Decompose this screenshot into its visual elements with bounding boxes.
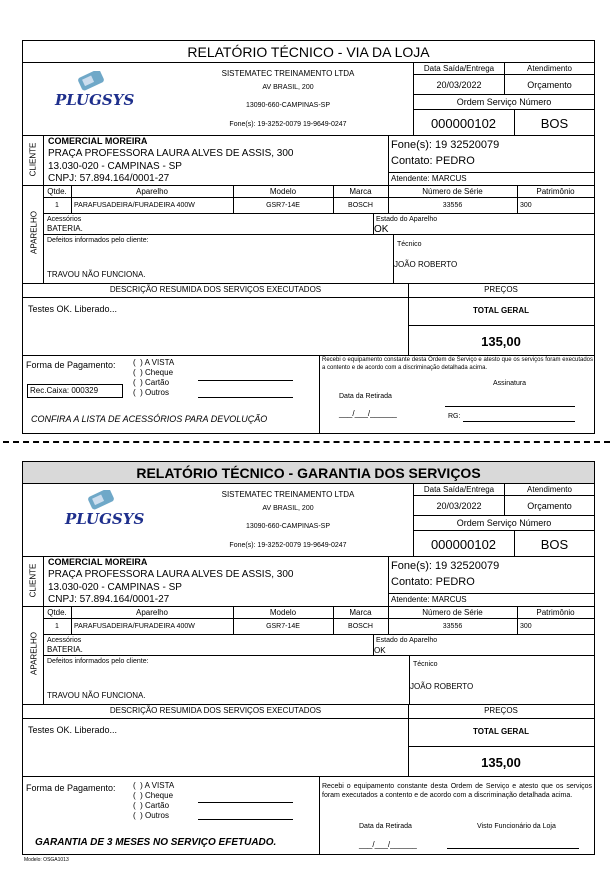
date-label: Data Saída/Entrega [423, 485, 495, 494]
header-serial: Número de Série [422, 608, 483, 617]
accessories-label: Acessórios [47, 216, 82, 223]
date-blank: ___/___/______ [339, 409, 397, 418]
row-device: PARAFUSADEIRA/FURADEIRA 400W [74, 202, 195, 209]
client-address: PRAÇA PROFESSORA LAURA ALVES DE ASSIS, 300 [48, 148, 294, 159]
services-label: DESCRIÇÃO RESUMIDA DOS SERVIÇOS EXECUTADOS [109, 706, 322, 715]
tech-label: Técnico [413, 661, 438, 668]
client-contact: Contato: PEDRO [391, 576, 475, 588]
row-qty: 1 [55, 202, 59, 209]
header-brand: Marca [349, 187, 372, 196]
client-city: 13.030-020 - CAMPINAS - SP [48, 582, 182, 593]
header-model: Modelo [269, 187, 297, 196]
cut-line [3, 441, 610, 443]
prices-label: PREÇOS [484, 285, 518, 294]
total-value: 135,00 [481, 755, 521, 770]
date-value: 20/03/2022 [436, 80, 482, 90]
os-label: Ordem Serviço Número [456, 97, 552, 107]
withdraw-label: Data da Retirada [339, 393, 392, 400]
header-device: Aparelho [135, 187, 169, 196]
os-code: BOS [540, 537, 569, 552]
payment-option-card[interactable]: ( ) Cartão [133, 378, 170, 387]
client-city: 13.030-020 - CAMPINAS - SP [48, 161, 182, 172]
defects-value: TRAVOU NÃO FUNCIONA. [47, 270, 146, 279]
payment-option-check[interactable]: ( ) Cheque [133, 791, 174, 800]
row-asset: 300 [520, 623, 532, 630]
client-cnpj: CNPJ: 57.894.164/0001-27 [48, 173, 170, 184]
company-name: SISTEMATEC TREINAMENTO LTDA [221, 490, 355, 499]
logo-text: PLUGSYS [65, 510, 145, 528]
payment-option-check[interactable]: ( ) Cheque [133, 368, 174, 377]
tech-label: Técnico [397, 241, 422, 248]
payment-option-cash[interactable]: ( ) A VISTA [133, 358, 175, 367]
client-attendant: Atendente: MARCUS [391, 595, 467, 604]
payment-label: Forma de Pagamento: [26, 360, 116, 370]
company-city: 13090-660-CAMPINAS-SP [245, 102, 331, 109]
header-asset: Patrimônio [536, 608, 575, 617]
device-section-label: APARELHO [29, 632, 39, 675]
service-value: Orçamento [527, 501, 572, 511]
accessories-label: Acessórios [47, 637, 82, 644]
total-label: TOTAL GERAL [473, 306, 529, 315]
prices-label: PREÇOS [484, 706, 518, 715]
company-logo [63, 490, 145, 540]
receipt-text: Rec.Caixa: 000329 [30, 386, 99, 395]
header-serial: Número de Série [422, 187, 483, 196]
defects-value: TRAVOU NÃO FUNCIONA. [47, 691, 146, 700]
company-street: AV BRASIL, 200 [262, 84, 314, 91]
company-street: AV BRASIL, 200 [262, 505, 314, 512]
row-serial: 33556 [442, 623, 463, 630]
company-logo [53, 71, 135, 121]
payment-option-label: Cheque [145, 791, 174, 800]
logo-text: PLUGSYS [55, 91, 135, 109]
row-qty: 1 [55, 623, 59, 630]
report-store-copy [22, 40, 595, 434]
model-note: Modelo: OSGA1013 [24, 857, 69, 863]
row-brand: BOSCH [348, 623, 373, 630]
payment-option-card[interactable]: ( ) Cartão [133, 801, 170, 810]
payment-option-label: Cheque [145, 368, 174, 377]
header-qty: Qtde. [47, 608, 67, 617]
client-name: COMERCIAL MOREIRA [48, 557, 148, 567]
tech-value: JOÃO ROBERTO [394, 260, 458, 269]
tech-value: JOÃO ROBERTO [410, 682, 474, 691]
declaration-text: Recebi o equipamento constante desta Ordem de Serviço e atesto que os serviços foram executados a contento e de acordo com a discriminação detalhada acima. [322, 783, 592, 800]
client-address: PRAÇA PROFESSORA LAURA ALVES DE ASSIS, 300 [48, 569, 294, 580]
payment-option-label: Cartão [145, 378, 170, 387]
client-phone: Fone(s): 19 32520079 [391, 560, 500, 572]
header-brand: Marca [349, 608, 372, 617]
payment-option-label: Outros [145, 811, 170, 820]
os-number: 000000102 [430, 116, 497, 131]
total-value: 135,00 [481, 334, 521, 349]
state-value: OK [374, 224, 389, 235]
row-device: PARAFUSADEIRA/FURADEIRA 400W [74, 623, 195, 630]
client-section-label: CLIENTE [28, 142, 38, 177]
header-qty: Qtde. [47, 187, 67, 196]
row-model: GSR7-14E [266, 623, 300, 630]
client-attendant: Atendente: MARCUS [391, 174, 467, 183]
client-cnpj: CNPJ: 57.894.164/0001-27 [48, 594, 170, 605]
payment-option-label: Cartão [145, 801, 170, 810]
device-section-label: APARELHO [29, 211, 39, 254]
report-warranty-copy [22, 461, 595, 855]
date-value: 20/03/2022 [436, 501, 482, 511]
accessories-value: BATERIA. [47, 645, 83, 654]
os-code: BOS [540, 116, 569, 131]
company-phones: Fone(s): 19-3252-0079 19-9649-0247 [229, 542, 347, 549]
form-title: RELATÓRIO TÉCNICO - VIA DA LOJA [187, 44, 430, 60]
payment-option-other[interactable]: ( ) Outros [133, 811, 170, 820]
os-number: 000000102 [430, 537, 497, 552]
services-value: Testes OK. Liberado... [28, 304, 118, 314]
service-label: Atendimento [527, 485, 572, 494]
rg-label: RG: [448, 413, 461, 420]
payment-label: Forma de Pagamento: [26, 783, 116, 793]
client-contact: Contato: PEDRO [391, 155, 475, 167]
payment-option-label: Outros [145, 388, 170, 397]
client-name: COMERCIAL MOREIRA [48, 136, 148, 146]
payment-option-label: A VISTA [144, 358, 175, 367]
row-serial: 33556 [442, 202, 463, 209]
date-label: Data Saída/Entrega [423, 64, 495, 73]
footer-note: GARANTIA DE 3 MESES NO SERVIÇO EFETUADO. [35, 837, 277, 848]
client-section-label: CLIENTE [28, 563, 38, 598]
state-label: Estado do Aparelho [376, 216, 438, 223]
header-model: Modelo [269, 608, 297, 617]
defects-label: Defeitos informados pelo cliente: [47, 237, 149, 244]
footer-note: CONFIRA A LISTA DE ACESSÓRIOS PARA DEVOLUÇÃO [31, 414, 268, 424]
services-label: DESCRIÇÃO RESUMIDA DOS SERVIÇOS EXECUTADOS [109, 285, 322, 294]
state-label: Estado do Aparelho [376, 637, 438, 644]
company-phones: Fone(s): 19-3252-0079 19-9649-0247 [229, 121, 347, 128]
row-model: GSR7-14E [266, 202, 300, 209]
staff-label: Visto Funcionário da Loja [477, 823, 556, 830]
state-value: OK [374, 646, 386, 655]
accessories-value: BATERIA. [47, 224, 83, 233]
payment-option-other[interactable]: ( ) Outros [133, 388, 170, 397]
services-value: Testes OK. Liberado... [28, 725, 118, 735]
row-brand: BOSCH [348, 202, 373, 209]
service-value: Orçamento [527, 80, 572, 90]
service-label: Atendimento [527, 64, 572, 73]
payment-option-cash[interactable]: ( ) A VISTA [133, 781, 175, 790]
company-city: 13090-660-CAMPINAS-SP [245, 523, 331, 530]
form-title: RELATÓRIO TÉCNICO - GARANTIA DOS SERVIÇOS [136, 465, 481, 481]
date-blank: ___/___/______ [359, 840, 417, 849]
header-device: Aparelho [135, 608, 169, 617]
declaration-text: Recebi o equipamento constante desta Ordem de Serviço e atesto que os serviços foram executados a contento e de acordo com a discriminação detalhada acima. [322, 357, 593, 371]
company-name: SISTEMATEC TREINAMENTO LTDA [221, 69, 355, 78]
defects-label: Defeitos informados pelo cliente: [47, 658, 149, 665]
total-label: TOTAL GERAL [473, 727, 529, 736]
payment-option-label: A VISTA [144, 781, 175, 790]
client-phone: Fone(s): 19 32520079 [391, 139, 500, 151]
row-asset: 300 [520, 202, 532, 209]
header-asset: Patrimônio [536, 187, 575, 196]
withdraw-label: Data da Retirada [359, 823, 412, 830]
sign-label: Assinatura [493, 380, 527, 387]
os-label: Ordem Serviço Número [456, 518, 552, 528]
